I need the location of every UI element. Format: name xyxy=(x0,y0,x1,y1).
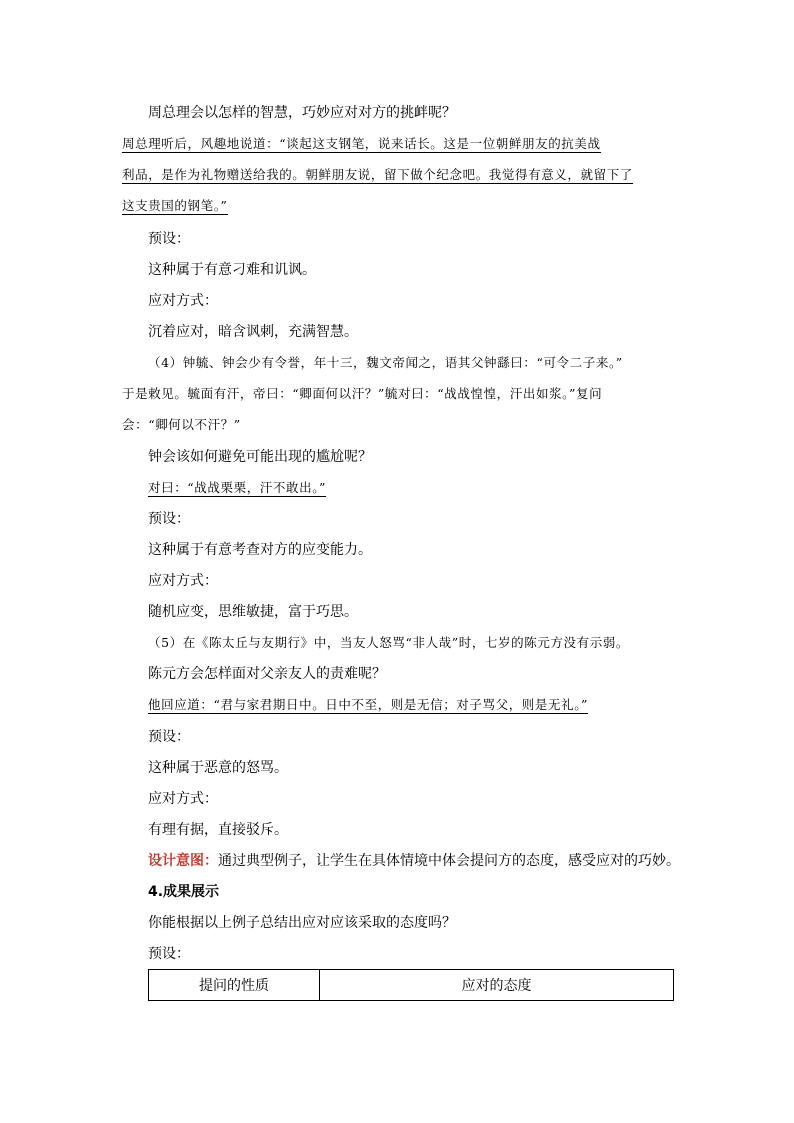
table-header-row xyxy=(149,970,674,1001)
zhou-answer-line-3: 这支贵国的钢笔。” xyxy=(122,198,228,213)
summary-table xyxy=(148,969,674,1001)
question-chen: 陈元方会怎样面对父亲友人的责难呢？ xyxy=(148,666,386,682)
chen-story: （5）在《陈太丘与友期行》中，当友人怒骂“非人哉”时，七岁的陈元方没有示弱。 xyxy=(148,635,630,650)
preset-label-2: 预设： xyxy=(148,511,190,527)
response-way-2: 随机应变，思维敏捷，富于巧思。 xyxy=(148,604,358,620)
table-header-question-nature: 提问的性质 xyxy=(149,970,320,1001)
preset-type-2: 这种属于有意考查对方的应变能力。 xyxy=(148,542,372,558)
preset-type-3: 这种属于恶意的怒骂。 xyxy=(148,760,288,776)
preset-label-1: 预设： xyxy=(148,231,190,247)
table-header-response-attitude: 应对的态度 xyxy=(320,970,674,1001)
question-summary: 你能根据以上例子总结出应对应该采取的态度吗？ xyxy=(148,915,456,931)
response-way-1: 沉着应对，暗含讽刺，充满智慧。 xyxy=(148,324,358,340)
response-way-3: 有理有据，直接驳斥。 xyxy=(148,822,288,838)
question-zhou: 周总理会以怎样的智慧，巧妙应对对方的挑衅呢？ xyxy=(148,105,456,121)
design-intent-label: 设计意图： xyxy=(148,853,218,869)
zhong-story-line-2: 于是敕见。毓面有汗，帝曰：“卿面何以汗？”毓对曰：“战战惶惶，汗出如浆。”复问 xyxy=(122,386,603,401)
question-zhong: 钟会该如何避免可能出现的尴尬呢？ xyxy=(148,449,372,465)
section-4-title: 4.成果展示 xyxy=(148,884,220,900)
preset-label-4: 预设： xyxy=(148,946,190,962)
response-way-label-1: 应对方式： xyxy=(148,293,218,309)
preset-type-1: 这种属于有意刁难和讥讽。 xyxy=(148,262,316,278)
response-way-label-2: 应对方式： xyxy=(148,573,218,589)
zhou-answer-line-1: 周总理听后，风趣地说道：“谈起这支钢笔，说来话长。这是一位朝鲜朋友的抗美战 xyxy=(122,136,601,151)
design-intent xyxy=(148,851,680,871)
design-intent-text: 通过典型例子，让学生在具体情境中体会提问方的态度，感受应对的巧妙。 xyxy=(218,853,680,869)
zhou-answer-line-2: 利品，是作为礼物赠送给我的。朝鲜朋友说，留下做个纪念吧。我觉得有意义，就留下了 xyxy=(122,167,633,182)
zhong-answer: 对曰：“战战栗栗，汗不敢出。” xyxy=(148,480,327,495)
zhong-story-line-1: （4）钟毓、钟会少有令誉，年十三，魏文帝闻之，语其父钟繇曰：“可令二子来。” xyxy=(148,355,623,370)
preset-label-3: 预设： xyxy=(148,729,190,745)
zhong-story-line-3: 会：“卿何以不汗？” xyxy=(122,417,241,432)
response-way-label-3: 应对方式： xyxy=(148,791,218,807)
chen-answer: 他回应道：“君与家君期日中。日中不至，则是无信；对子骂父，则是无礼。” xyxy=(148,697,589,712)
